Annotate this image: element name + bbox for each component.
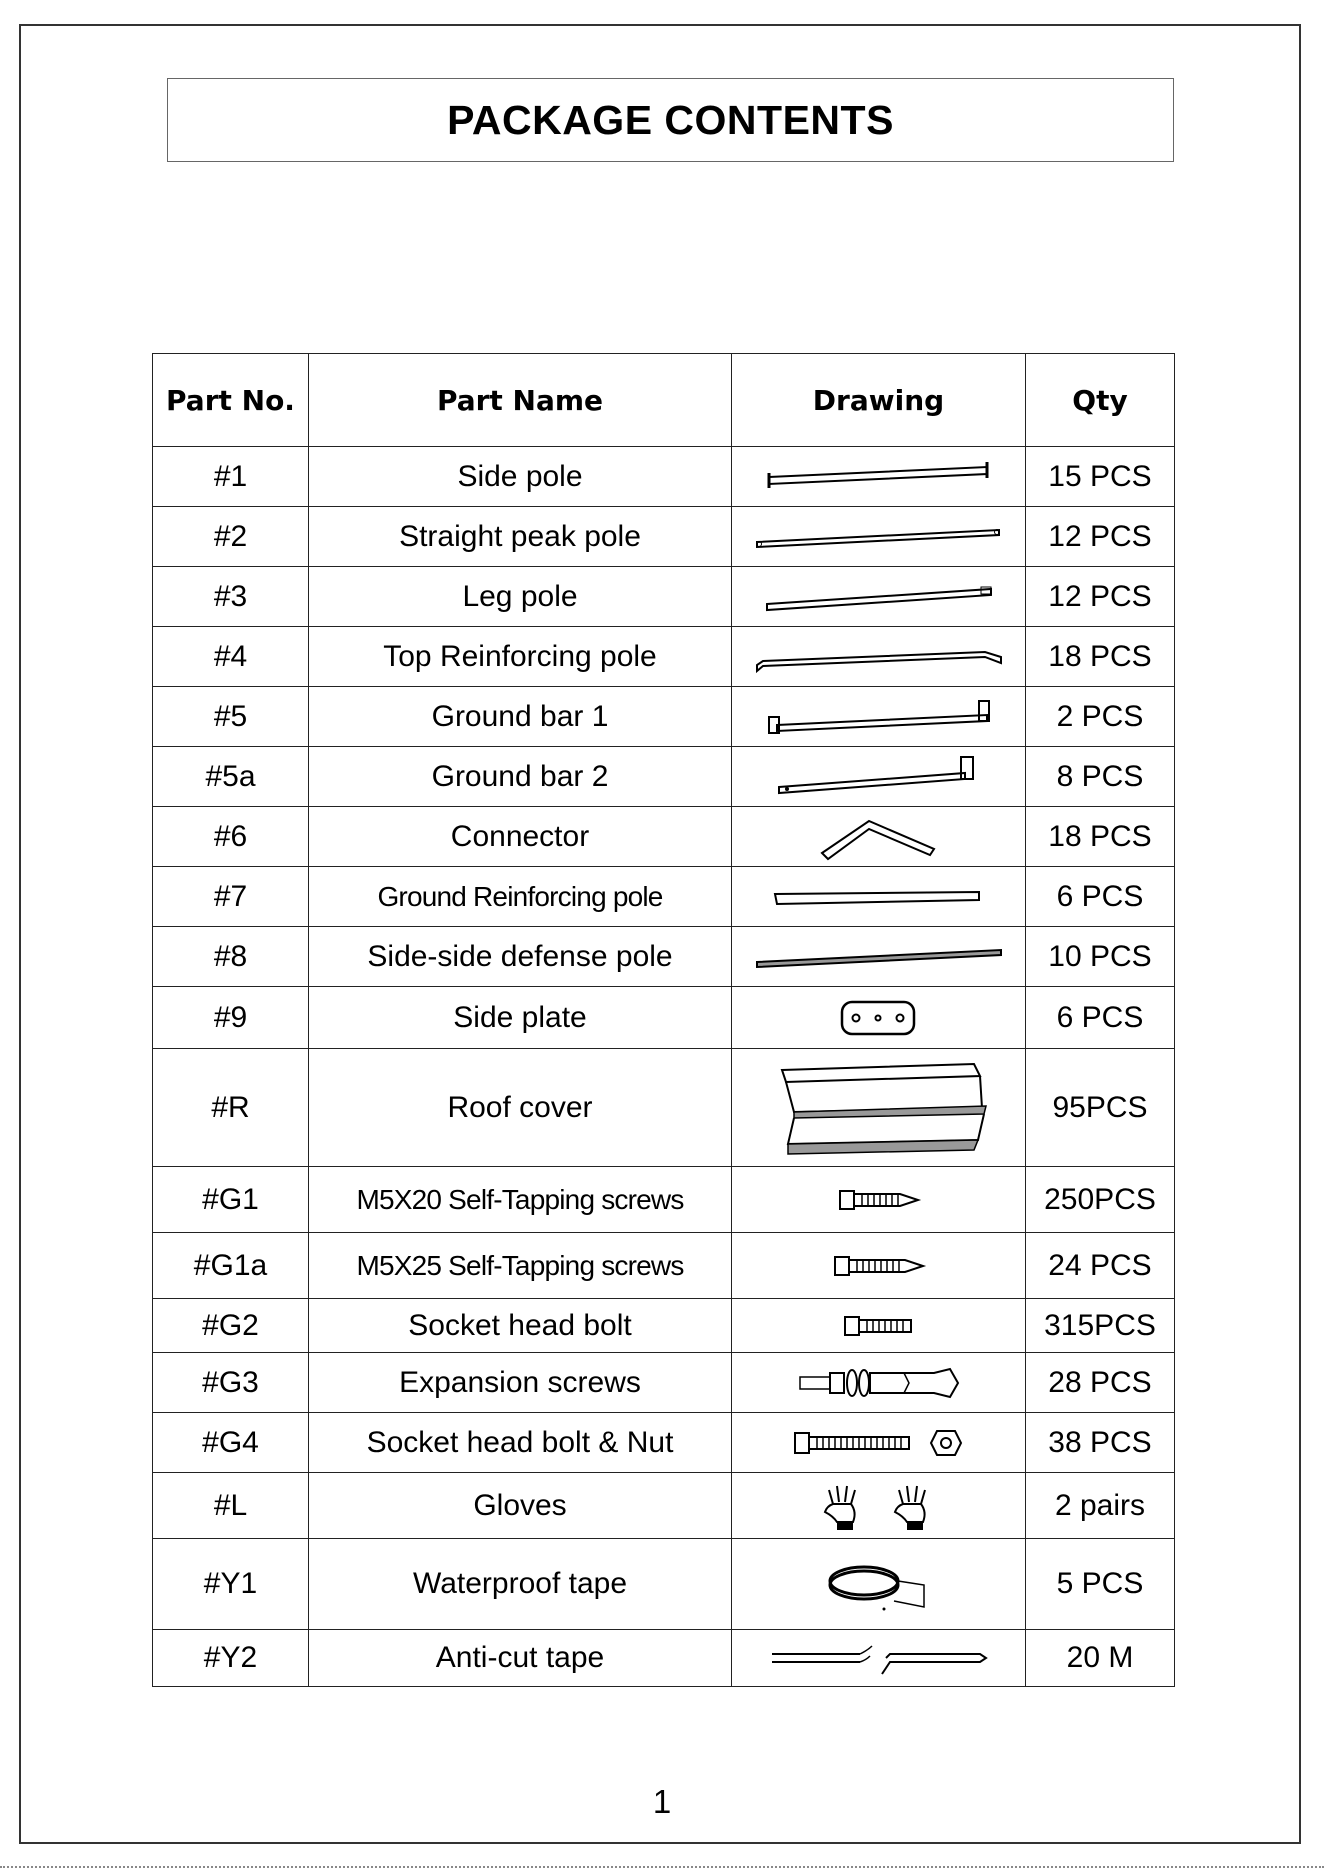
part-name-cell: Ground Reinforcing pole xyxy=(309,867,732,927)
part-number-cell: #G2 xyxy=(153,1299,309,1353)
quantity-cell: 10 PCS xyxy=(1026,927,1175,987)
quantity-cell: 28 PCS xyxy=(1026,1353,1175,1413)
part-name-cell: Ground bar 1 xyxy=(309,687,732,747)
self-tapping-screw-icon xyxy=(732,1185,1025,1215)
ground-bar-2-icon xyxy=(732,753,1025,801)
table-row xyxy=(153,627,1175,687)
part-number-cell: #G1 xyxy=(153,1167,309,1233)
drawing-cell xyxy=(732,1539,1026,1630)
page-edge-divider xyxy=(0,1866,1324,1868)
part-number-cell: #L xyxy=(153,1473,309,1539)
drawing-cell xyxy=(732,1473,1026,1539)
quantity-cell: 15 PCS xyxy=(1026,447,1175,507)
anti-cut-tape-icon xyxy=(732,1638,1025,1678)
drawing-cell xyxy=(732,627,1026,687)
table-row xyxy=(153,567,1175,627)
part-number-cell: #Y1 xyxy=(153,1539,309,1630)
part-name-cell: Ground bar 2 xyxy=(309,747,732,807)
part-name-cell: Side plate xyxy=(309,987,732,1049)
part-name-cell: M5X20 Self-Tapping screws xyxy=(309,1167,732,1233)
header-part-name: Part Name xyxy=(309,354,732,447)
table-row xyxy=(153,1539,1175,1630)
quantity-cell: 6 PCS xyxy=(1026,987,1175,1049)
part-number-cell: #4 xyxy=(153,627,309,687)
quantity-cell: 12 PCS xyxy=(1026,507,1175,567)
table-row xyxy=(153,1473,1175,1539)
part-name-cell: Roof cover xyxy=(309,1049,732,1167)
part-name-cell: Expansion screws xyxy=(309,1353,732,1413)
roof-cover-icon xyxy=(732,1056,1025,1160)
table-row xyxy=(153,1630,1175,1687)
part-number-cell: #5 xyxy=(153,687,309,747)
part-name-cell: Socket head bolt & Nut xyxy=(309,1413,732,1473)
table-row xyxy=(153,1233,1175,1299)
page-title: PACKAGE CONTENTS xyxy=(447,96,894,143)
page-number: 1 xyxy=(652,1783,672,1820)
drawing-cell xyxy=(732,507,1026,567)
table-row xyxy=(153,1167,1175,1233)
part-name-cell: Side pole xyxy=(309,447,732,507)
quantity-cell: 250PCS xyxy=(1026,1167,1175,1233)
table-row xyxy=(153,1049,1175,1167)
table-row xyxy=(153,1413,1175,1473)
header-part-no: Part No. xyxy=(153,354,309,447)
part-name-cell: Side-side defense pole xyxy=(309,927,732,987)
table-row xyxy=(153,447,1175,507)
part-name-cell: Straight peak pole xyxy=(309,507,732,567)
drawing-cell xyxy=(732,867,1026,927)
part-name-cell: M5X25 Self-Tapping screws xyxy=(309,1233,732,1299)
drawing-cell xyxy=(732,807,1026,867)
ground-reinforcing-pole-icon xyxy=(732,882,1025,912)
part-name-cell: Leg pole xyxy=(309,567,732,627)
leg-pole-icon xyxy=(732,579,1025,615)
part-number-cell: #R xyxy=(153,1049,309,1167)
header-drawing: Drawing xyxy=(732,354,1026,447)
part-number-cell: #8 xyxy=(153,927,309,987)
table-row xyxy=(153,867,1175,927)
quantity-cell: 18 PCS xyxy=(1026,627,1175,687)
quantity-cell: 315PCS xyxy=(1026,1299,1175,1353)
part-name-cell: Connector xyxy=(309,807,732,867)
quantity-cell: 24 PCS xyxy=(1026,1233,1175,1299)
drawing-cell xyxy=(732,1167,1026,1233)
side-pole-icon xyxy=(732,459,1025,495)
quantity-cell: 2 pairs xyxy=(1026,1473,1175,1539)
table-row xyxy=(153,507,1175,567)
part-number-cell: #2 xyxy=(153,507,309,567)
part-name-cell: Top Reinforcing pole xyxy=(309,627,732,687)
table-row xyxy=(153,687,1175,747)
drawing-cell xyxy=(732,1630,1026,1687)
bolt-and-nut-icon xyxy=(732,1425,1025,1461)
quantity-cell: 8 PCS xyxy=(1026,747,1175,807)
table-row xyxy=(153,987,1175,1049)
quantity-cell: 6 PCS xyxy=(1026,867,1175,927)
drawing-cell xyxy=(732,447,1026,507)
side-defense-pole-icon xyxy=(732,942,1025,972)
table-row xyxy=(153,807,1175,867)
table-header-row xyxy=(153,354,1175,447)
table-row xyxy=(153,747,1175,807)
part-name-cell: Anti-cut tape xyxy=(309,1630,732,1687)
expansion-screw-icon xyxy=(732,1363,1025,1403)
table-row xyxy=(153,1353,1175,1413)
part-number-cell: #7 xyxy=(153,867,309,927)
waterproof-tape-icon xyxy=(732,1551,1025,1617)
quantity-cell: 2 PCS xyxy=(1026,687,1175,747)
side-plate-icon xyxy=(732,996,1025,1040)
part-number-cell: #Y2 xyxy=(153,1630,309,1687)
top-reinforcing-pole-icon xyxy=(732,639,1025,675)
package-contents-table xyxy=(152,353,1175,1687)
drawing-cell xyxy=(732,687,1026,747)
quantity-cell: 5 PCS xyxy=(1026,1539,1175,1630)
drawing-cell xyxy=(732,747,1026,807)
quantity-cell: 18 PCS xyxy=(1026,807,1175,867)
drawing-cell xyxy=(732,1299,1026,1353)
long-self-tapping-screw-icon xyxy=(732,1251,1025,1281)
part-number-cell: #9 xyxy=(153,987,309,1049)
drawing-cell xyxy=(732,987,1026,1049)
part-number-cell: #G1a xyxy=(153,1233,309,1299)
drawing-cell xyxy=(732,1353,1026,1413)
part-number-cell: #3 xyxy=(153,567,309,627)
part-name-cell: Gloves xyxy=(309,1473,732,1539)
drawing-cell xyxy=(732,1413,1026,1473)
header-qty: Qty xyxy=(1026,354,1175,447)
quantity-cell: 12 PCS xyxy=(1026,567,1175,627)
part-name-cell: Waterproof tape xyxy=(309,1539,732,1630)
drawing-cell xyxy=(732,1233,1026,1299)
drawing-cell xyxy=(732,567,1026,627)
quantity-cell: 95PCS xyxy=(1026,1049,1175,1167)
table-row xyxy=(153,927,1175,987)
part-number-cell: #G4 xyxy=(153,1413,309,1473)
part-name-cell: Socket head bolt xyxy=(309,1299,732,1353)
part-number-cell: #6 xyxy=(153,807,309,867)
connector-icon xyxy=(732,813,1025,861)
ground-bar-1-icon xyxy=(732,695,1025,739)
drawing-cell xyxy=(732,927,1026,987)
quantity-cell: 38 PCS xyxy=(1026,1413,1175,1473)
part-number-cell: #5a xyxy=(153,747,309,807)
straight-peak-pole-icon xyxy=(732,519,1025,555)
part-number-cell: #G3 xyxy=(153,1353,309,1413)
part-number-cell: #1 xyxy=(153,447,309,507)
quantity-cell: 20 M xyxy=(1026,1630,1175,1687)
title-box xyxy=(167,78,1174,162)
drawing-cell xyxy=(732,1049,1026,1167)
gloves-icon xyxy=(732,1480,1025,1532)
table-row xyxy=(153,1299,1175,1353)
socket-head-bolt-icon xyxy=(732,1311,1025,1341)
